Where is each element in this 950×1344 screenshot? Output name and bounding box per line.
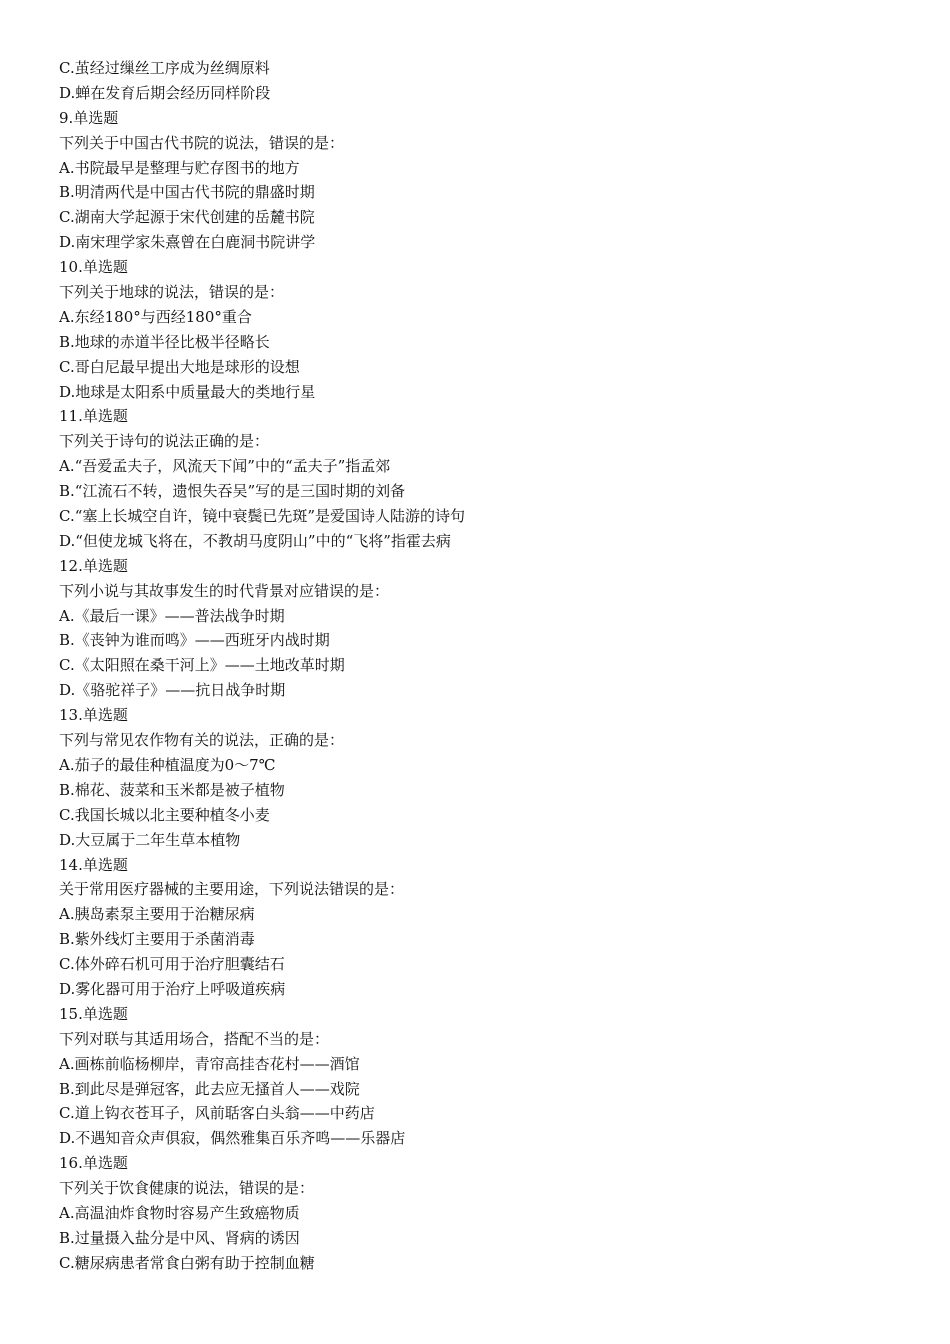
option-line: D.不遇知音众声俱寂，偶然雅集百乐齐鸣——乐器店 bbox=[59, 1129, 406, 1148]
question-number-line: 15.单选题 bbox=[59, 1004, 128, 1023]
option-line: C.体外碎石机可用于治疗胆囊结石 bbox=[59, 955, 285, 974]
option-line: A.画栋前临杨柳岸，青帘高挂杏花村——酒馆 bbox=[59, 1054, 360, 1073]
option-line: C.我国长城以北主要种植冬小麦 bbox=[59, 805, 270, 824]
question-number-line: 11.单选题 bbox=[59, 407, 128, 426]
option-line: C.糖尿病患者常食白粥有助于控制血糖 bbox=[59, 1253, 315, 1272]
option-line: D.大豆属于二年生草本植物 bbox=[59, 830, 241, 849]
question-stem-line: 下列小说与其故事发生的时代背景对应错误的是： bbox=[59, 581, 390, 600]
question-stem-line: 下列关于诗句的说法正确的是： bbox=[59, 432, 270, 451]
option-line: D.《骆驼祥子》——抗日战争时期 bbox=[59, 681, 286, 700]
option-line: B.到此尽是弹冠客，此去应无搔首人——戏院 bbox=[59, 1079, 360, 1098]
question-number-line: 13.单选题 bbox=[59, 706, 128, 725]
question-number-line: 12.单选题 bbox=[59, 556, 128, 575]
option-line: C.湖南大学起源于宋代创建的岳麓书院 bbox=[59, 208, 315, 227]
option-line: A.“吾爱孟夫子，风流天下闻”中的“孟夫子”指孟郊 bbox=[59, 457, 391, 476]
question-number-line: 16.单选题 bbox=[59, 1154, 128, 1173]
question-stem-line: 下列关于中国古代书院的说法，错误的是： bbox=[59, 133, 345, 152]
question-number-line: 14.单选题 bbox=[59, 855, 128, 874]
option-line: D.蝉在发育后期会经历同样阶段 bbox=[59, 83, 271, 102]
option-line: B.过量摄入盐分是中风、肾病的诱因 bbox=[59, 1228, 300, 1247]
option-line: B.紫外线灯主要用于杀菌消毒 bbox=[59, 930, 255, 949]
option-line: D.南宋理学家朱熹曾在白鹿洞书院讲学 bbox=[59, 233, 316, 252]
option-line: B.棉花、菠菜和玉米都是被子植物 bbox=[59, 780, 285, 799]
option-line: D.地球是太阳系中质量最大的类地行星 bbox=[59, 382, 316, 401]
option-line: D.雾化器可用于治疗上呼吸道疾病 bbox=[59, 979, 286, 998]
question-stem-line: 下列关于地球的说法，错误的是： bbox=[59, 283, 285, 302]
option-line: B.“江流石不转，遗恨失吞吴”写的是三国时期的刘备 bbox=[59, 482, 406, 501]
option-line: B.明清两代是中国古代书院的鼎盛时期 bbox=[59, 183, 315, 202]
question-stem-line: 下列关于饮食健康的说法，错误的是： bbox=[59, 1179, 315, 1198]
question-stem-line: 下列对联与其适用场合，搭配不当的是： bbox=[59, 1029, 330, 1048]
option-line: C.哥白尼最早提出大地是球形的设想 bbox=[59, 357, 300, 376]
option-line: C.茧经过缫丝工序成为丝绸原料 bbox=[59, 59, 270, 77]
question-number-line: 10.单选题 bbox=[59, 258, 128, 277]
document-body bbox=[59, 56, 919, 1276]
question-stem-line: 关于常用医疗器械的主要用途，下列说法错误的是： bbox=[59, 880, 405, 899]
option-line: B.地球的赤道半径比极半径略长 bbox=[59, 332, 270, 351]
question-number-line: 9.单选题 bbox=[59, 108, 119, 127]
question-stem-line: 下列与常见农作物有关的说法，正确的是： bbox=[59, 731, 345, 750]
option-line: A.茄子的最佳种植温度为0～7℃ bbox=[59, 755, 276, 774]
option-line: A.高温油炸食物时容易产生致癌物质 bbox=[59, 1203, 300, 1222]
option-line: A.胰岛素泵主要用于治糖尿病 bbox=[59, 905, 255, 924]
option-line: C.《太阳照在桑干河上》——土地改革时期 bbox=[59, 656, 345, 675]
option-line: C.“塞上长城空自许，镜中衰鬓已先斑”是爱国诗人陆游的诗句 bbox=[59, 507, 466, 526]
option-line: A.书院最早是整理与贮存图书的地方 bbox=[59, 158, 300, 177]
option-line: A.东经180°与西经180°重合 bbox=[59, 307, 252, 326]
option-line: A.《最后一课》——普法战争时期 bbox=[59, 606, 285, 625]
option-line: C.道上钩衣苍耳子，风前聒客白头翁——中药店 bbox=[59, 1104, 375, 1123]
option-line: D.“但使龙城飞将在，不教胡马度阴山”中的“飞将”指霍去病 bbox=[59, 531, 451, 550]
option-line: B.《丧钟为谁而鸣》——西班牙内战时期 bbox=[59, 631, 330, 650]
